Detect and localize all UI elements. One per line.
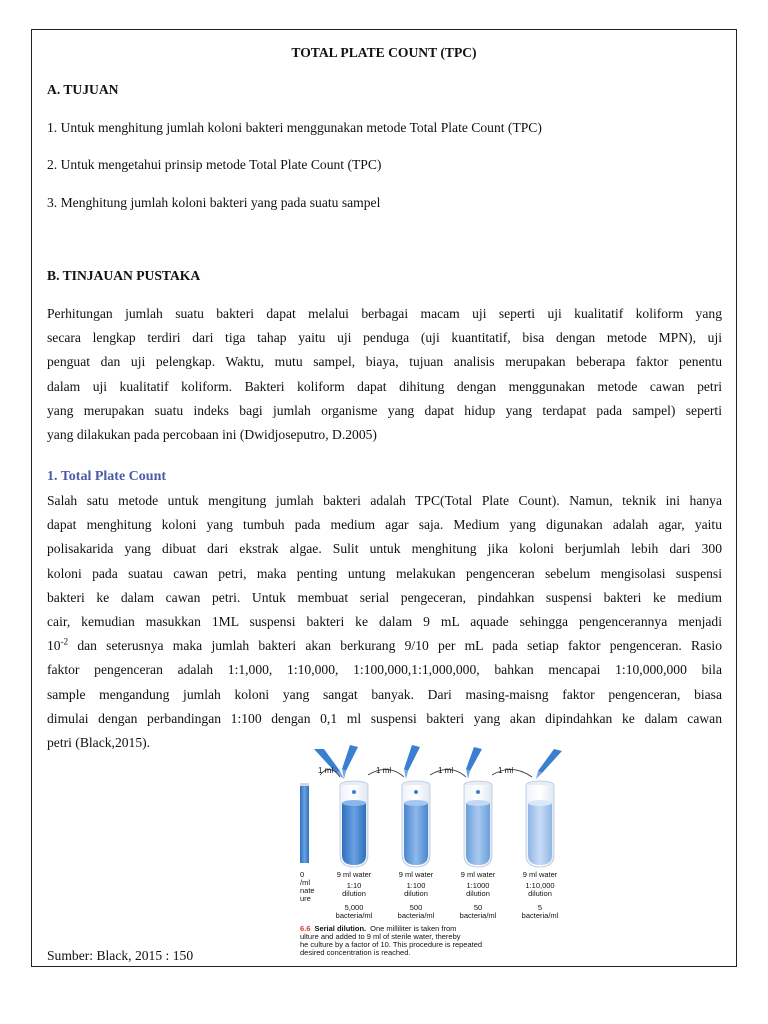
tube-dilution-word: dilution xyxy=(528,889,552,898)
paragraph-line: polisakarida yang dibuat dari ekstrak algae. Sulit untuk menghitung jika koloni berjumlah lebih dari 300 xyxy=(47,541,722,557)
exponent-base: 10 xyxy=(47,638,61,654)
tube-count: 5,000 xyxy=(344,903,364,912)
paragraph-line: faktor pengenceran adalah 1:1,000, 1:10,000, 1:100,000,1:1,000,000, bahkan mencapai 1:10,000,000 bila xyxy=(47,662,722,678)
paragraph-line: cair, kemudian masukkan 1ML suspensi bakteri ke dalam 9 mL aquade sehingga pengencerannya menjadi xyxy=(47,614,722,630)
literature-paragraph-2 xyxy=(47,489,722,755)
caption-text: One milliliter is taken from xyxy=(370,924,457,933)
test-tube-2 xyxy=(402,781,430,867)
figure-caption-line: desired concentration is reached. xyxy=(300,948,411,957)
pipette-icon xyxy=(536,749,562,779)
tube-dilution-ratio: 1:100 xyxy=(406,881,426,890)
paragraph-line: dapat menghitung koloni yang tumbuh pada medium agar saja. Medium yang digunakan adalah agar, yaitu xyxy=(47,517,722,533)
paragraph-line: koloni pada suatau cawan petri, maka penting untung melakukan pengenceran sebelum mengisolasi suspensi xyxy=(47,565,722,581)
partial-tube-left xyxy=(300,783,309,863)
transfer-label: 1 ml xyxy=(438,766,454,775)
figure-caption-line: ulture and added to 9 ml of sterile water, thereby xyxy=(300,932,461,941)
pipette-icon xyxy=(404,745,420,779)
section-a-heading: A. TUJUAN xyxy=(47,82,119,97)
objective-item-3: 3. Menghitung jumlah koloni bakteri yang pada suatu sampel xyxy=(47,195,381,210)
test-tube-4 xyxy=(526,781,554,867)
figure-source: Sumber: Black, 2015 : 150 xyxy=(47,948,194,963)
subheading-total-plate-count: 1. Total Plate Count xyxy=(47,469,167,484)
tube-dilution-word: dilution xyxy=(404,889,428,898)
paragraph-line: bakteri ke dalam cawan petri. Untuk membuat serial pengeceran, pindahkan suspensi bakteri ke medium xyxy=(47,589,722,605)
paragraph-line: dalam uji kualitatif koliform. Bakteri koliform dapat dihitung dengan menggunakan metode cawan petri xyxy=(47,378,722,394)
tube-water-label: 9 ml water xyxy=(522,870,558,879)
caption-title: Serial dilution. xyxy=(314,924,367,933)
serial-dilution-illustration xyxy=(300,745,576,965)
paragraph-line: dimulai dengan perbandingan 1:100 dengan 0,1 ml suspensi bakteri yang akan dipindahkan ke dalam cawan xyxy=(47,710,722,726)
tube-dilution-ratio: 1:10,000 xyxy=(525,881,555,890)
left-fragment: 0 xyxy=(300,870,305,879)
paragraph-line: sample mengandung jumlah koloni yang sangat banyak. Dari masing-maisng faktor pengenceran, biasa xyxy=(47,686,722,702)
tube-dilution-ratio: 1:10 xyxy=(346,881,362,890)
paragraph-line: Salah satu metode untuk mengitung jumlah bakteri adalah TPC(Total Plate Count). Namun, teknik ini hanya xyxy=(47,493,722,508)
pipette-icon xyxy=(342,745,358,779)
paragraph-line: penguat dan uji pelengkap. Waktu, mutu sampel, biaya, tujuan analisis merupakan beberapa faktor penentu xyxy=(47,354,722,370)
tube-unit: bacteria/ml xyxy=(459,911,497,920)
paragraph-line: yang dilakukan pada percobaan ini (Dwidjoseputro, D.2005) xyxy=(47,427,377,443)
tube-water-label: 9 ml water xyxy=(460,870,496,879)
tube-water-label: 9 ml water xyxy=(336,870,372,879)
tube-count: 50 xyxy=(473,903,483,912)
left-fragment: /ml xyxy=(300,878,310,887)
tube-count: 5 xyxy=(537,903,543,912)
exponent: -2 xyxy=(60,636,69,647)
objective-item-2: 2. Untuk mengetahui prinsip metode Total Plate Count (TPC) xyxy=(47,157,382,172)
serial-dilution-figure xyxy=(300,745,576,965)
caption-number: 6.6 xyxy=(300,924,311,933)
tube-water-label: 9 ml water xyxy=(398,870,434,879)
transfer-label: 1 ml xyxy=(376,766,392,775)
tube-unit: bacteria/ml xyxy=(397,911,435,920)
test-tube-3 xyxy=(464,781,492,867)
objective-item-1: 1. Untuk menghitung jumlah koloni bakteri menggunakan metode Total Plate Count (TPC) xyxy=(47,120,542,135)
paragraph-line-with-superscript xyxy=(47,634,722,658)
left-fragment: ure xyxy=(300,894,311,903)
paragraph-line: secara lengkap terdiri dari tiga tahap yaitu uji penduga (uji kuantitatif, bisa dengan metode MPN), uji xyxy=(47,330,722,346)
paragraph-line: petri (Black,2015). xyxy=(47,735,151,751)
tube-unit: bacteria/ml xyxy=(335,911,373,920)
figure-caption-line: he culture by a factor of 10. This procedure is repeated xyxy=(300,940,483,949)
transfer-label: 1 ml xyxy=(318,766,334,775)
left-fragment: nate xyxy=(300,886,315,895)
test-tube-1 xyxy=(340,781,368,867)
transfer-label: 1 ml xyxy=(498,766,514,775)
tube-dilution-ratio: 1:1000 xyxy=(466,881,490,890)
paragraph-line: yang merupakan suatu indeks bagi jumlah organisme yang dapat hidup yang terdapat pada sampel) seperti xyxy=(47,402,722,418)
exponent-line-rest: dan seterusnya maka jumlah bakteri akan berkurang 9/10 per mL pada setiap faktor pengenceran. Rasio xyxy=(68,638,722,654)
tube-dilution-word: dilution xyxy=(342,889,366,898)
tube-dilution-word: dilution xyxy=(466,889,490,898)
tube-count: 500 xyxy=(409,903,423,912)
literature-paragraph-1 xyxy=(47,302,722,447)
paragraph-line: Perhitungan jumlah suatu bakteri dapat melalui berbagai macam uji seperti uji kualitatif koliform yang xyxy=(47,306,722,321)
document-title: TOTAL PLATE COUNT (TPC) xyxy=(291,45,477,60)
pipette-icon xyxy=(466,747,482,779)
tube-unit: bacteria/ml xyxy=(521,911,559,920)
section-b-heading: B. TINJAUAN PUSTAKA xyxy=(47,268,201,283)
